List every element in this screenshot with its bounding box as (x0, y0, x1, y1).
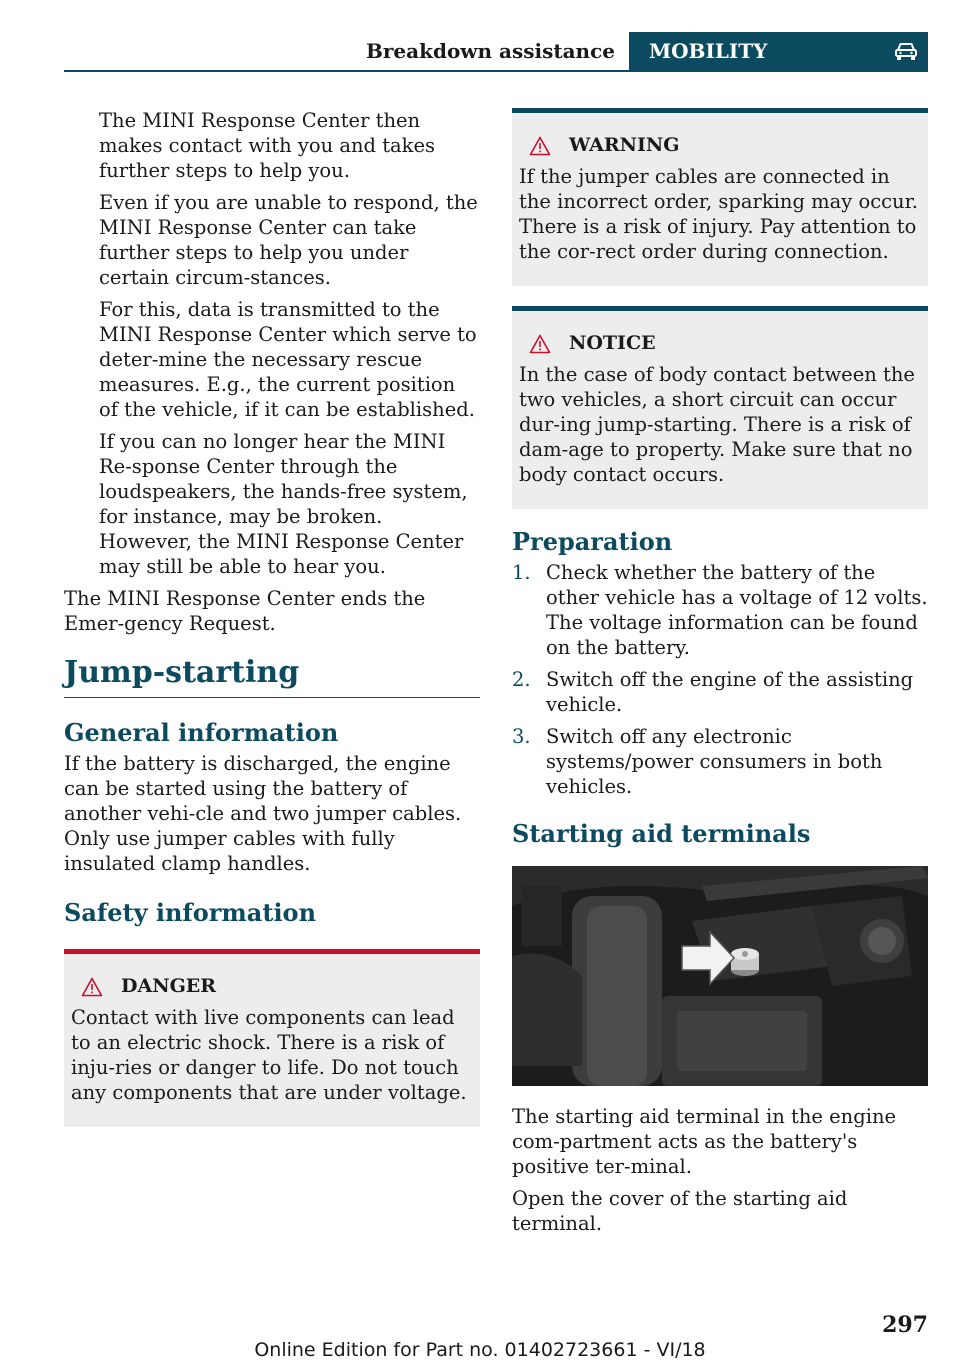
left-column (64, 108, 480, 1147)
warning-triangle-icon (81, 977, 103, 997)
right-column (512, 108, 928, 1243)
warning-box (512, 108, 928, 286)
footer-edition: Online Edition for Part no. 01402723661 - VI/18 (254, 1339, 706, 1361)
engine-compartment-photo (512, 866, 928, 1086)
warning-triangle-icon (529, 136, 551, 156)
list-item: 2. Switch off the engine of the assisting vehicle. (512, 668, 914, 716)
warning-triangle-icon (529, 334, 551, 354)
intro-paragraph-2: Even if you are unable to respond, the MINI Response Center can take further steps to help you under certain circum-stances. (99, 191, 478, 289)
safety-information-heading: Safety information (64, 898, 317, 927)
chapter-title: MOBILITY (649, 39, 768, 63)
notice-title: NOTICE (569, 332, 656, 354)
general-information-heading: General information (64, 718, 339, 747)
jump-starting-heading: Jump-starting (64, 655, 300, 690)
page-number: 297 (882, 1312, 928, 1338)
end-request-paragraph: The MINI Response Center ends the Emer-gency Request. (64, 587, 426, 635)
preparation-steps (512, 560, 928, 799)
list-item: 3. Switch off any electronic systems/power consumers in both vehicles. (512, 725, 883, 798)
starting-aid-terminals-heading: Starting aid terminals (512, 819, 811, 848)
preparation-heading: Preparation (512, 527, 673, 556)
terminal-instruction: Open the cover of the starting aid terminal. (512, 1187, 848, 1235)
page-header (64, 32, 928, 72)
intro-paragraph-1: The MINI Response Center then makes contact with you and takes further steps to help you. (99, 109, 436, 182)
notice-text: In the case of body contact between the two vehicles, a short circuit can occur dur-ing jump-starting. There is a risk of dam-age to property. Make sure that no body contact occurs. (519, 363, 915, 486)
notice-box (512, 306, 928, 509)
chapter-tab (629, 32, 928, 70)
intro-paragraph-4: If you can no longer hear the MINI Re-sponse Center through the loudspeakers, the hands-free system, for instance, may be broken. However, the MINI Response Center may still be able to hear you. (99, 430, 468, 578)
warning-title: WARNING (569, 134, 680, 156)
danger-title: DANGER (121, 975, 217, 997)
general-information-text: If the battery is discharged, the engine can be started using the battery of another vehi-cle and two jumper cables. Only use jumper cables with fully insulated clamp handles. (64, 752, 462, 875)
danger-box (64, 949, 480, 1127)
warning-text: If the jumper cables are connected in the incorrect order, sparking may occur. There is a risk of injury. Pay attention to the cor-rect order during connection. (519, 165, 918, 263)
terminal-description: The starting aid terminal in the engine com-partment acts as the battery's positive ter-minal. (512, 1105, 897, 1178)
chapter-heading (64, 655, 480, 698)
list-item: 1. Check whether the battery of the other vehicle has a voltage of 12 volts. The voltage information can be found on the battery. (512, 561, 928, 659)
intro-paragraph-3: For this, data is transmitted to the MINI Response Center which serve to deter-mine the necessary rescue measures. E.g., the current position of the vehicle, if it can be established. (99, 298, 477, 421)
danger-text: Contact with live components can lead to an electric shock. There is a risk of inju-ries or danger to life. Do not touch any components that are under voltage. (71, 1006, 467, 1104)
car-icon (894, 41, 918, 61)
section-title: Breakdown assistance (365, 39, 615, 63)
